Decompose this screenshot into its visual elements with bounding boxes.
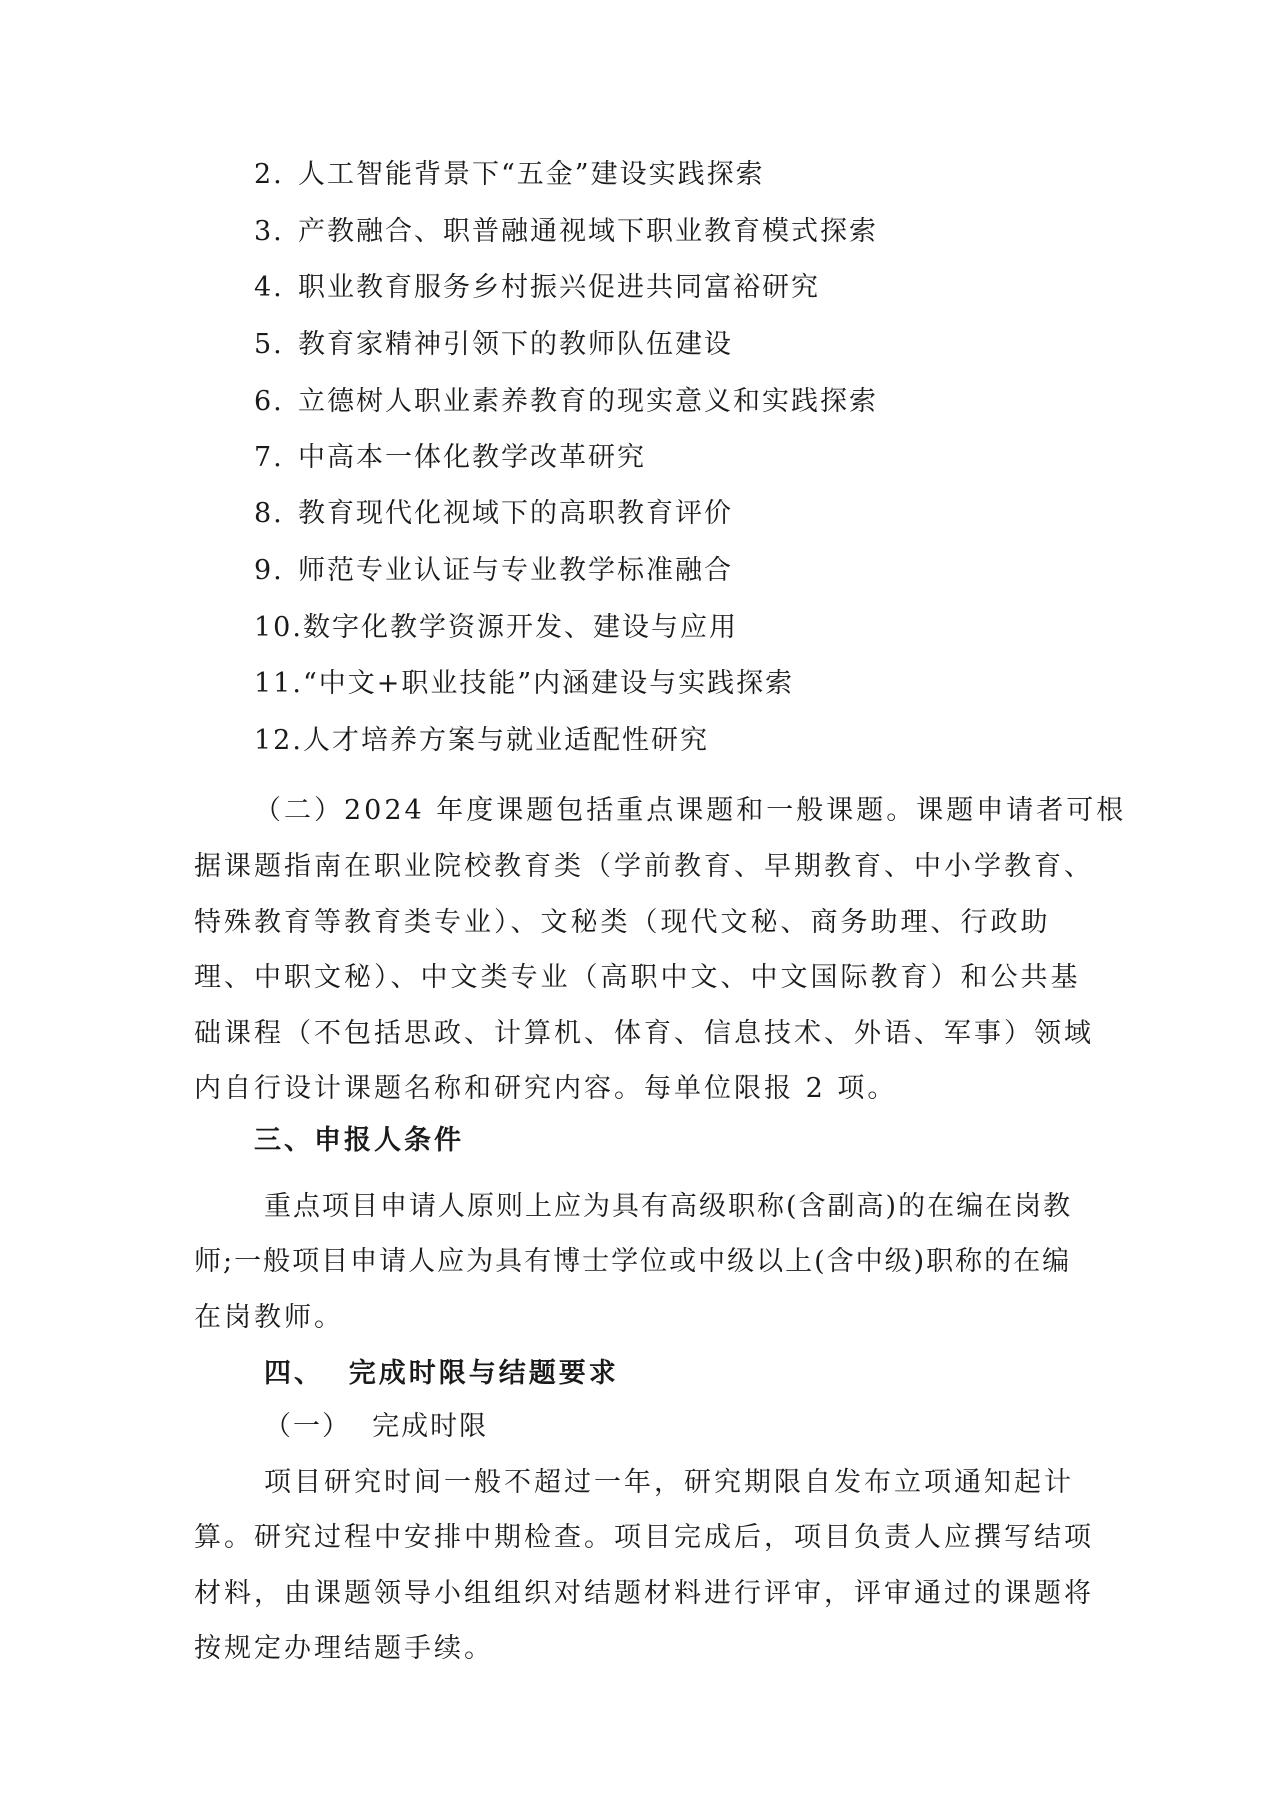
paragraph-line: 项目研究时间一般不超过一年，研究期限自发布立项通知起计 — [264, 1467, 1074, 1498]
list-item-text: 人才培养方案与就业适配性研究 — [302, 725, 709, 756]
list-item-number: 6. — [254, 386, 284, 417]
paragraph-line: 在岗教师。 — [194, 1302, 344, 1333]
list-item — [254, 271, 820, 305]
paragraph-line: 据课题指南在职业院校教育类（学前教育、早期教育、中小学教育、 — [194, 851, 1094, 882]
list-item-text: 人工智能背景下“五金”建设实践探索 — [298, 159, 765, 190]
list-item — [254, 497, 733, 531]
list-item — [254, 554, 733, 588]
list-item — [254, 328, 733, 362]
subsection-heading-time-limit: （一） 完成时限 — [264, 1411, 489, 1442]
section-heading-completion: 四、 完成时限与结题要求 — [264, 1358, 619, 1389]
paragraph-line: 重点项目申请人原则上应为具有高级职称(含副高)的在编在岗教 — [264, 1191, 1073, 1222]
paragraph-line: 特殊教育等教育类专业）、文秘类（现代文秘、商务助理、行政助 — [194, 907, 1051, 938]
list-item — [254, 215, 878, 249]
list-item-number: 5. — [254, 329, 284, 360]
list-item-number: 12. — [254, 725, 303, 756]
list-item-number: 11. — [254, 668, 303, 699]
paragraph-line: 按规定办理结题手续。 — [194, 1633, 494, 1664]
list-item-number: 3. — [254, 216, 284, 247]
paragraph-line: 材料，由课题领导小组组织对结题材料进行评审，评审通过的课题将 — [194, 1578, 1094, 1609]
list-item — [254, 158, 765, 192]
list-item-text: 立德树人职业素养教育的现实意义和实践探索 — [298, 386, 878, 417]
list-item-text: 教育家精神引领下的教师队伍建设 — [298, 329, 733, 360]
paragraph-line: 算。研究过程中安排中期检查。项目完成后，项目负责人应撰写结项 — [194, 1522, 1094, 1553]
list-item-text: 教育现代化视域下的高职教育评价 — [298, 498, 733, 529]
list-item-number: 10. — [254, 612, 303, 643]
paragraph-line: 师;一般项目申请人应为具有博士学位或中级以上(含中级)职称的在编 — [194, 1246, 1072, 1277]
list-item — [254, 667, 794, 701]
paragraph-line: 内自行设计课题名称和研究内容。每单位限报 2 项。 — [194, 1073, 898, 1104]
list-item — [254, 611, 738, 645]
list-item — [254, 385, 878, 419]
list-item-text: 数字化教学资源开发、建设与应用 — [302, 612, 738, 643]
list-item-number: 9. — [254, 555, 284, 586]
section-heading-applicant-conditions: 三、申报人条件 — [254, 1125, 464, 1156]
paragraph-line: 理、中职文秘）、中文类专业（高职中文、中文国际教育）和公共基 — [194, 962, 1081, 993]
list-item-number: 7. — [254, 442, 284, 473]
paragraph-line: （二）2024 年度课题包括重点课题和一般课题。课题申请者可根 — [254, 795, 1127, 826]
list-item-number: 2. — [254, 159, 284, 190]
list-item-text: “中文+职业技能”内涵建设与实践探索 — [302, 668, 795, 699]
list-item-text: 中高本一体化教学改革研究 — [298, 442, 646, 473]
list-item — [254, 441, 646, 475]
list-item-number: 4. — [254, 272, 284, 303]
list-item-number: 8. — [254, 498, 284, 529]
list-item-text: 师范专业认证与专业教学标准融合 — [298, 555, 733, 586]
list-item-text: 产教融合、职普融通视域下职业教育模式探索 — [298, 216, 878, 247]
list-item — [254, 724, 709, 758]
list-item-text: 职业教育服务乡村振兴促进共同富裕研究 — [298, 272, 820, 303]
paragraph-line: 础课程（不包括思政、计算机、体育、信息技术、外语、军事）领域 — [194, 1018, 1094, 1049]
